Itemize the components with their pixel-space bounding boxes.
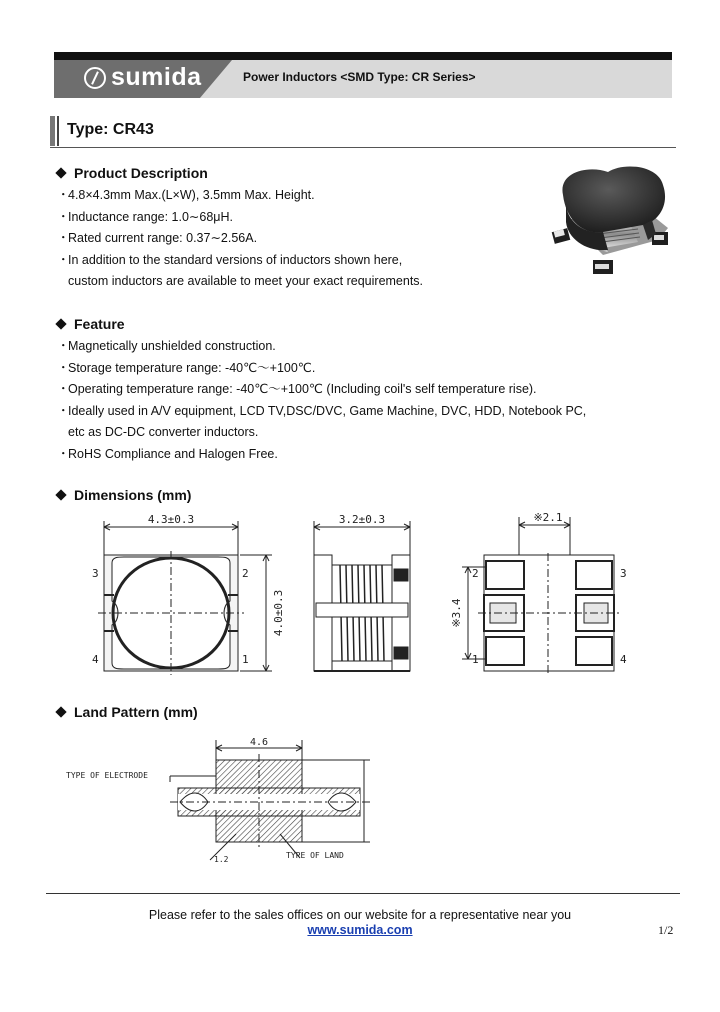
page-number: 1/2 (658, 923, 674, 937)
product-description-heading (55, 165, 208, 181)
land-label-electrode: TYPE OF ELECTRODE (66, 771, 148, 780)
dimensions-drawing (0, 505, 720, 690)
product-photo (548, 160, 678, 282)
diamond-bullet-icon (55, 706, 66, 717)
pin-label: 1 (242, 653, 249, 666)
dimensions-heading (55, 487, 191, 503)
land-pattern-heading (55, 704, 198, 720)
dim-top-width: 4.3±0.3 (147, 513, 195, 526)
feature-heading (55, 316, 125, 332)
list-item: ・RoHS Compliance and Halogen Free. (57, 446, 278, 461)
list-item-text: Ideally used in A/V equipment, LCD TV,DSC/DVC, Game Machine, DVC, HDD, Notebook PC, (68, 403, 587, 418)
list-item-text: etc as DC-DC converter inductors. (68, 425, 259, 439)
list-item-text: 4.8×4.3mm Max.(L×W), 3.5mm Max. Height. (68, 188, 315, 202)
pin-label: 3 (620, 567, 627, 580)
pin-label: 2 (242, 567, 249, 580)
list-item-text: Operating temperature range: -40℃～+100℃ (Including coil's self temperature rise). (68, 382, 537, 396)
list-item: ・Inductance range: 1.0∼68μH. (57, 209, 234, 224)
pin-label: 3 (92, 567, 99, 580)
land-dim-small: 1.2 (214, 855, 229, 864)
diamond-bullet-icon (55, 489, 66, 500)
type-marker-line (57, 116, 59, 146)
diamond-bullet-icon (55, 167, 66, 178)
list-item: ・Magnetically unshielded construction. (57, 339, 276, 353)
list-item-text: Storage temperature range: -40℃～+100℃. (68, 360, 316, 375)
dim-side-width: 3.2±0.3 (338, 513, 386, 526)
list-item: ・In addition to the standard versions of inductors shown here, (57, 252, 403, 267)
feature-list (57, 336, 586, 465)
pin-label: 4 (620, 653, 627, 666)
footer-rule (46, 893, 680, 894)
land-pattern-drawing (0, 730, 720, 870)
list-item-continuation (57, 422, 586, 444)
sumida-logo-icon (84, 67, 106, 89)
pin-label: 2 (472, 567, 479, 580)
pin-label: 1 (472, 653, 479, 666)
list-item-text: In addition to the standard versions of inductors shown here, (68, 252, 403, 267)
land-label-land: TYPE OF LAND (286, 851, 344, 860)
type-marker (50, 116, 55, 146)
land-dim-top: 4.6 (249, 737, 269, 748)
list-item: ・Rated current range: 0.37∼2.56A. (57, 231, 258, 245)
list-item: ・4.8×4.3mm Max.(L×W), 3.5mm Max. Height. (57, 188, 315, 202)
list-item-text: custom inductors are available to meet your exact requirements. (68, 274, 424, 288)
sumida-logo (84, 63, 202, 92)
type-label: Type: CR43 (67, 121, 154, 138)
header-top-rule (54, 52, 672, 60)
product-description-list (57, 185, 423, 293)
list-item-continuation (57, 271, 423, 293)
header-title: Power Inductors <SMD Type: CR Series> (243, 70, 476, 84)
list-item-text: RoHS Compliance and Halogen Free. (68, 446, 278, 461)
list-item: ・Operating temperature range: -40℃～+100℃ (Including coil's self temperature rise). (57, 382, 537, 396)
pin-label: 4 (92, 653, 99, 666)
list-item: ・Storage temperature range: -40℃～+100℃. (57, 360, 316, 375)
section-title: Product Description (74, 165, 208, 181)
section-title: Feature (74, 316, 125, 332)
dim-bottom-height: ※3.4 (450, 598, 463, 628)
footer-text: Please refer to the sales offices on our website for a representative near you (148, 908, 572, 922)
diamond-bullet-icon (55, 318, 66, 329)
logo-text: sumida (111, 63, 202, 91)
section-title: Land Pattern (mm) (74, 704, 198, 720)
list-item-text: Magnetically unshielded construction. (68, 339, 276, 353)
list-item-text: Inductance range: 1.0∼68μH. (68, 209, 234, 224)
dim-bottom-width: ※2.1 (533, 511, 563, 524)
dim-top-height: 4.0±0.3 (272, 589, 285, 637)
list-item: ・Ideally used in A/V equipment, LCD TV,DSC/DVC, Game Machine, DVC, HDD, Notebook PC, (57, 403, 587, 418)
section-title: Dimensions (mm) (74, 487, 192, 503)
list-item-text: Rated current range: 0.37∼2.56A. (68, 231, 258, 245)
website-link[interactable]: www.sumida.com (307, 923, 413, 937)
type-rule (50, 147, 676, 148)
